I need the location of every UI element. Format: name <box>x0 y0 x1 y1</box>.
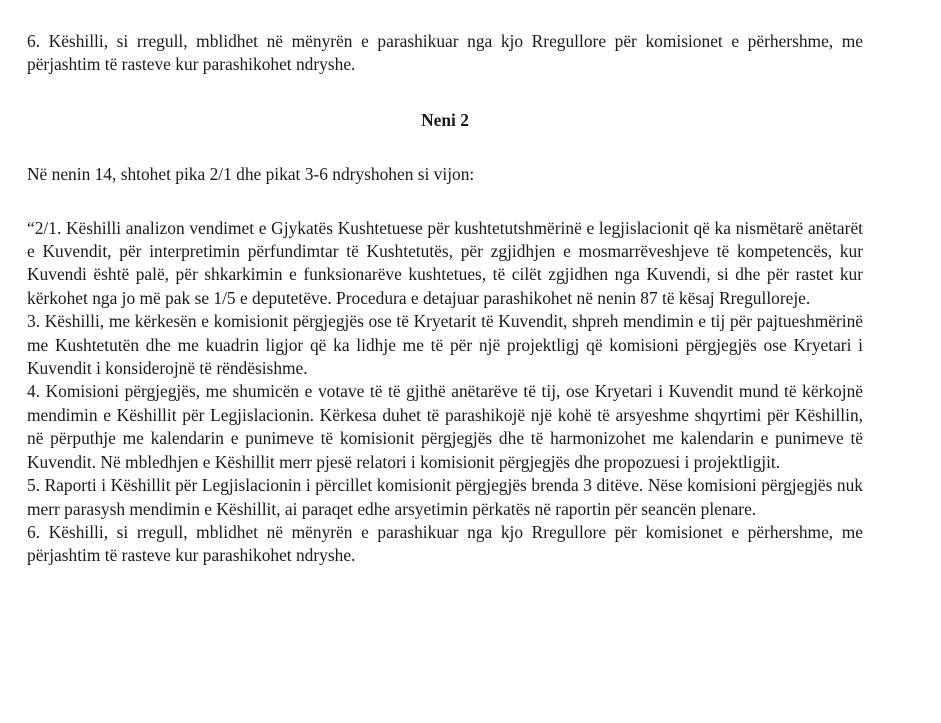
point-4: 4. Komisioni përgjegjës, me shumicën e votave të të gjithë anëtarëve të tij, ose Kryetari i Kuvendit mund të kërkojnë mendimin e Këshillit për Legjislacionin. Kërkesa duhet të parashikojë një kohë të arsyeshme shqyrtimi për Këshillin, në përputhje me kalendarin e punimeve të komisionit përgjegjës dhe të harmonizohet me kalendarin e punimeve të Kuvendit. Në mbledhjen e Këshillit merr pjesë relatori i komisionit përgjegjës dhe propozuesi i projektligjit. <box>27 381 863 472</box>
point-2-1: “2/1. Këshilli analizon vendimet e Gjykatës Kushtetuese për kushtetutshmërinë e legjislacionit që ka nismëtarë anëtarët e Kuvendit, për interpretimin përfundimtar të Kushtetutës, për zgjidhjen e mosmarrëveshjeve të kompetencës, kur Kuvendi është palë, për shkarkimin e funksionarëve kushtetues, të cilët zgjidhen nga Kuvendi, si dhe për rastet kur kërkohet nga jo më pak se 1/5 e deputetëve. Procedura e detajuar parashikohet në nenin 87 të kësaj Rregulloreje. <box>27 217 863 308</box>
intro-paragraph: 6. Këshilli, si rregull, mblidhet në mënyrën e parashikuar nga kjo Rregullore për komisionet e përhershme, me përjashtim të rasteve kur parashikohet ndryshe. <box>27 31 863 75</box>
document-body <box>27 30 863 568</box>
point-6: 6. Këshilli, si rregull, mblidhet në mënyrën e parashikuar nga kjo Rregullore për komisionet e përhershme, me përjashtim të rasteve kur parashikohet ndryshe. <box>27 521 863 566</box>
point-5: 5. Raporti i Këshillit për Legjislacionin i përcillet komisionit përgjegjës brenda 3 ditëve. Nëse komisioni përgjegjës nuk merr parasysh mendimin e Këshillit, ai paraqet edhe arsyetimin përkatës në raportin për seancën plenare. <box>27 475 863 519</box>
article-heading: Neni 2 <box>421 109 469 130</box>
point-3: 3. Këshilli, me kërkesën e komisionit përgjegjës ose të Kryetarit të Kuvendit, shpreh mendimin e tij për pajtueshmërinë me Kushtetutën dhe me kuadrin ligjor që ka lidhje me të për një projektligj që komisioni përgjegjës ose Kryetari i Kuvendit i konsiderojnë të rëndësishme. <box>27 311 863 379</box>
lead-paragraph: Në nenin 14, shtohet pika 2/1 dhe pikat 3-6 ndryshohen si vijon: <box>27 164 475 185</box>
